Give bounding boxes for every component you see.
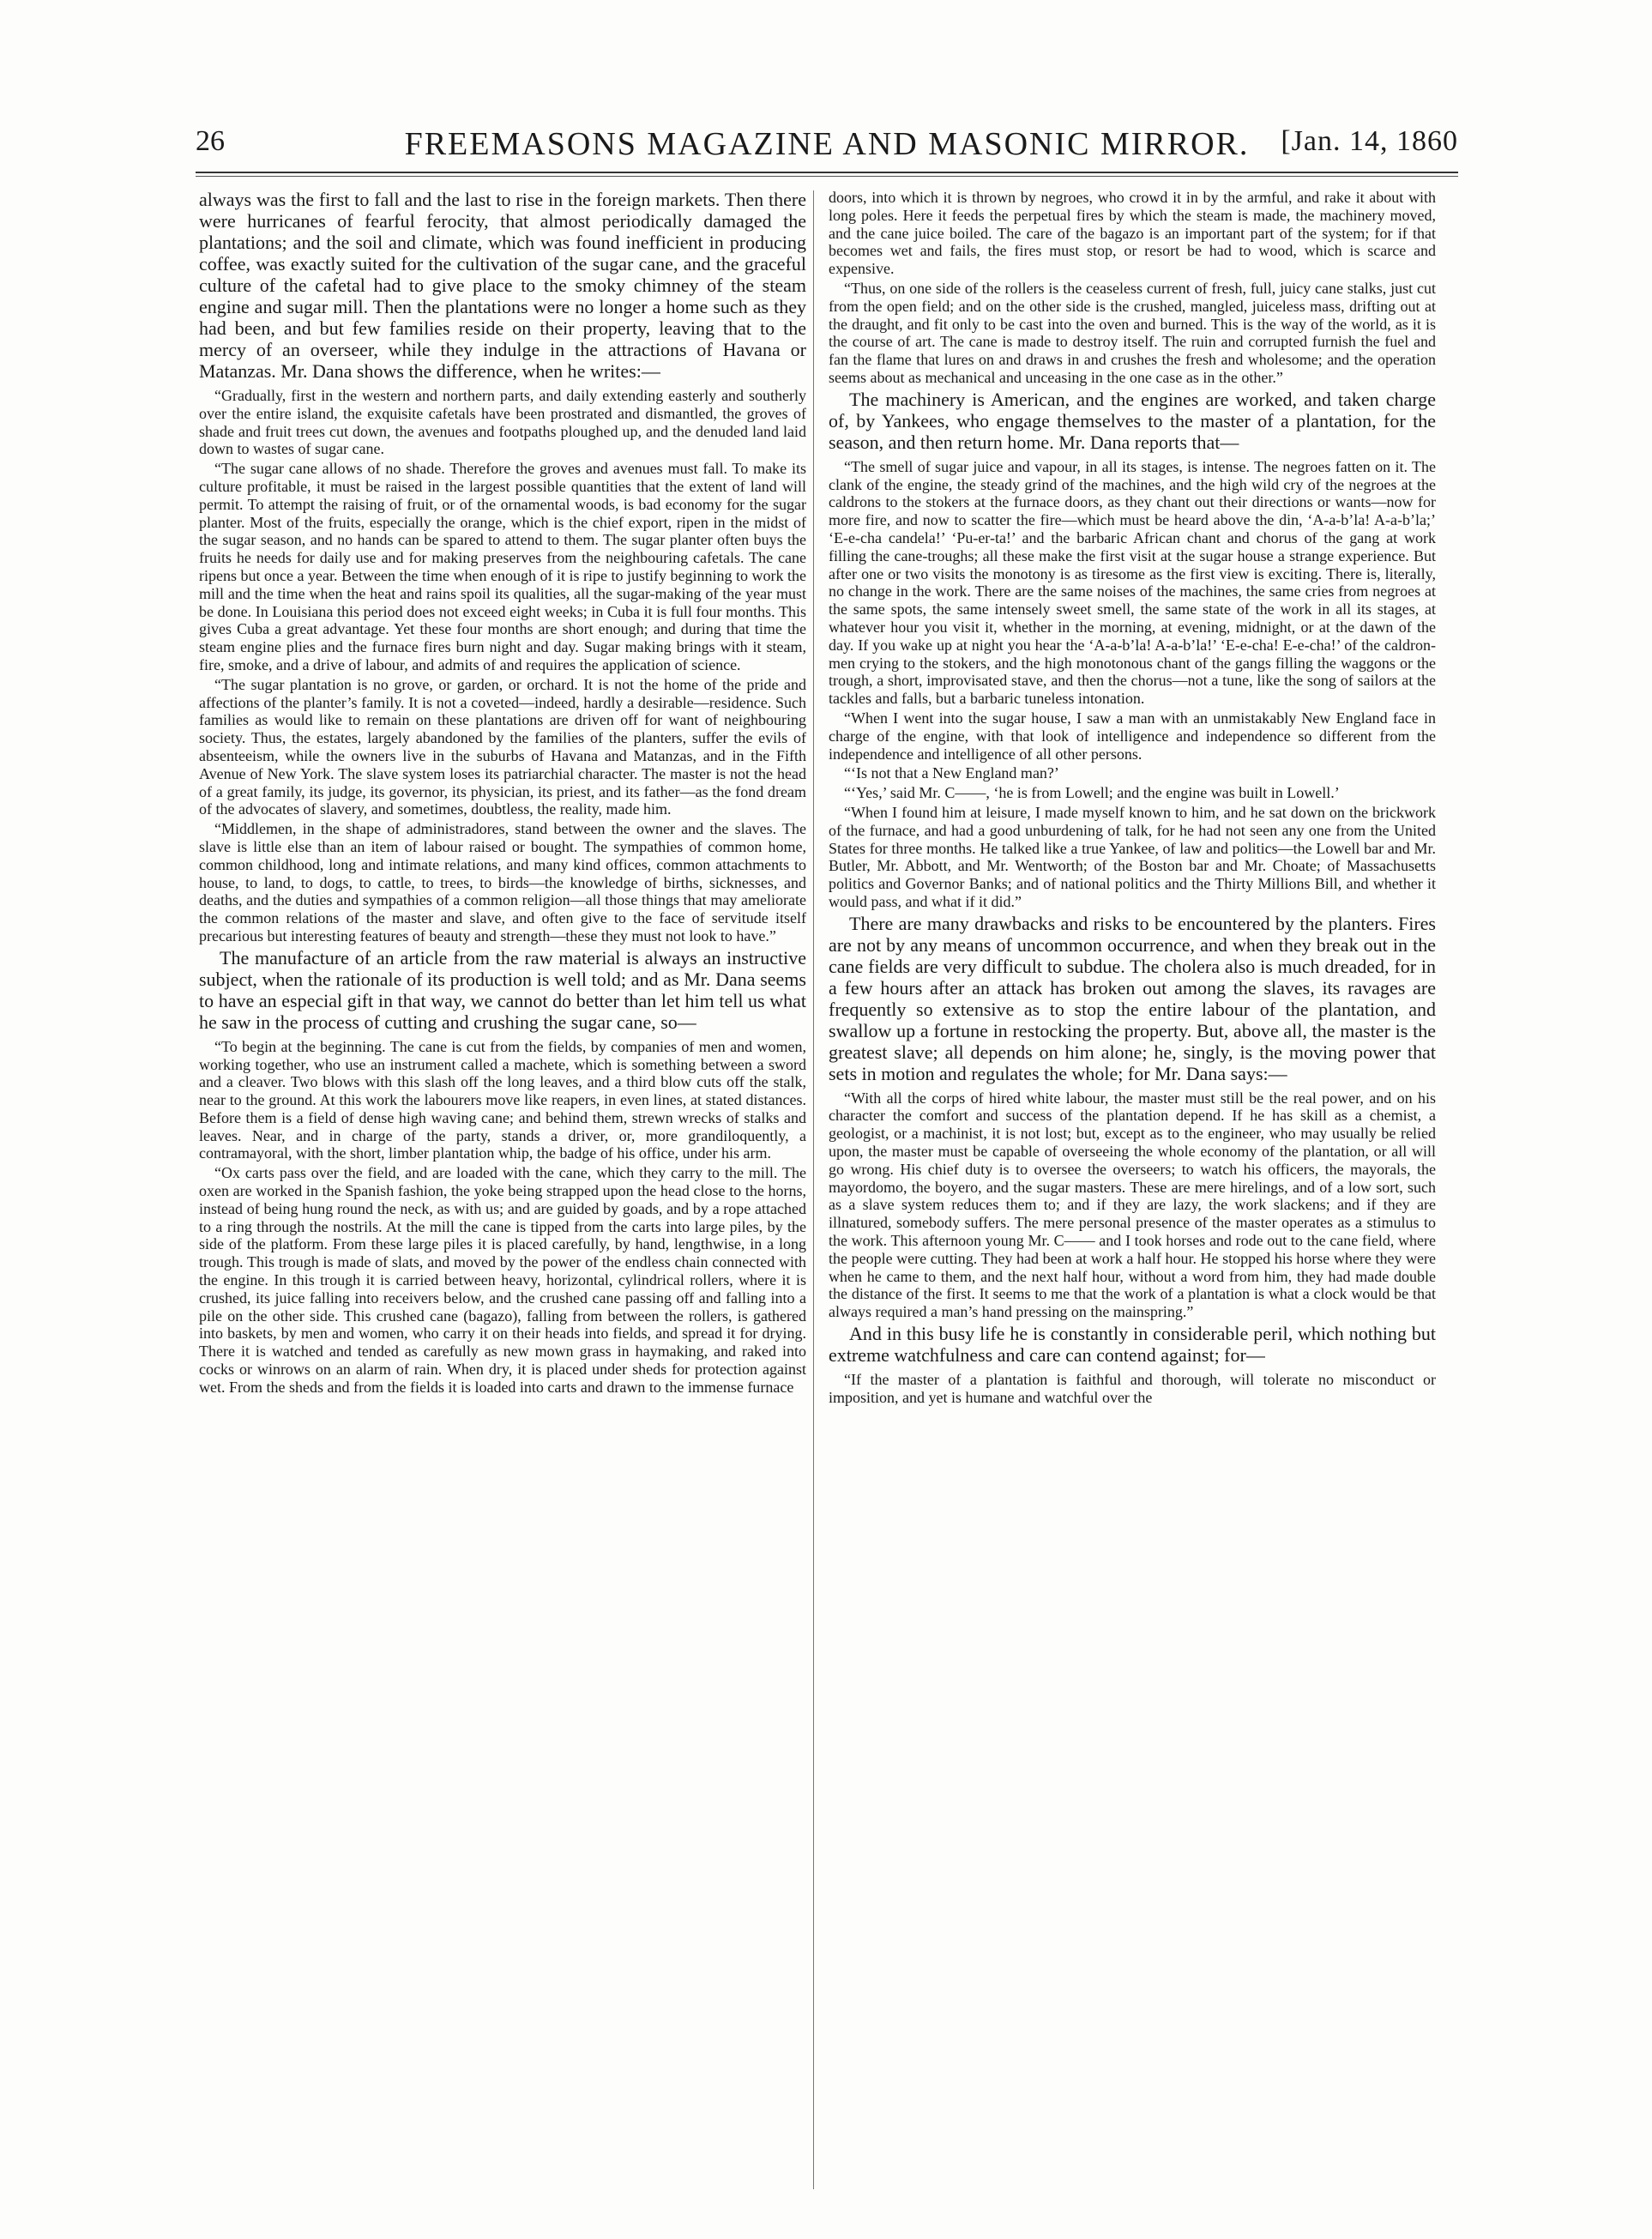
- quoted-paragraph: “When I found him at leisure, I made myself known to him, and he sat down on the brickwork of the furnace, and had a good unburdening of talk, for he had not seen any one from the United States for three months. He talked like a true Yankee, of law and politics—the Lowell bar and Mr. Butler, Mr. Abbott, and Mr. Wentworth; of the Boston bar and Mr. Choate; of Massachusetts politics and Governor Banks; and of national politics and the Thirty Millions Bill, and whether it would pass, and what if it did.”: [829, 803, 1436, 910]
- article-paragraph: And in this busy life he is constantly in considerable peril, which nothing but extreme watchfulness and care can contend against; for—: [829, 1323, 1436, 1367]
- article-paragraph: always was the first to fall and the last to rise in the foreign markets. Then there were hurricanes of fearful ferocity, that almost periodically damaged the plantations; and the soil and climate, which was found inefficient in producing coffee, was exactly suited for the cultivation of the sugar cane, and the graceful culture of the cafetal had to give place to the smoky chimney of the steam engine and sugar mill. Then the plantations were no longer a home such as they had been, and but few families reside on their property, leaving that to the mercy of an overseer, while they indulge in the attractions of Havana or Matanzas. Mr. Dana shows the difference, when he writes:—: [199, 189, 806, 382]
- quoted-paragraph: “The sugar cane allows of no shade. Therefore the groves and avenues must fall. To make its culture profitable, it must be raised in the largest possible quantities that the extent of land will permit. To attempt the raising of fruit, or of the ornamental woods, is bad economy for the sugar planter. Most of the fruits, especially the orange, which is the chief export, ripen in the midst of the sugar season, and no hands can be spared to attend to them. The sugar planter often buys the fruits he needs for daily use and for making preserves from the neighbouring cafetals. The cane ripens but once a year. Between the time when enough of it is ripe to justify beginning to work the mill and the time when the heat and rains spoil its qualities, all the sugar-making of the year must be done. In Louisiana this period does not exceed eight weeks; in Cuba it is full four months. This gives Cuba a great advantage. Yet these four months are short enough; and during that time the steam engine plies and the furnace fires burn night and day. Sugar making brings with it steam, fire, smoke, and a drive of labour, and admits of and requires the application of science.: [199, 460, 806, 673]
- quoted-paragraph: “When I went into the sugar house, I saw a man with an unmistakably New England face in charge of the engine, with that look of intelligence and independence so different from the independence and intelligence of all other persons.: [829, 709, 1436, 763]
- quoted-paragraph: “To begin at the beginning. The cane is cut from the fields, by companies of men and women, working together, who use an instrument called a machete, which is something between a sword and a cleaver. Two blows with this slash off the long leaves, and a third blow cuts off the stalk, near to the ground. At this work the labourers move like reapers, in even lines, at stated distances. Before them is a field of dense high waving cane; and behind them, strewn wrecks of stalks and leaves. Near, and in charge of the party, stands a driver, or, more grandiloquently, a contramayoral, with the short, limber plantation whip, the badge of his office, under his arm.: [199, 1037, 806, 1162]
- article-paragraph: The machinery is American, and the engines are worked, and taken charge of, by Yankees, who engage themselves to the master of a plantation, for the season, and then return home. Mr. Dana reports that—: [829, 388, 1436, 453]
- column-divider: [813, 190, 814, 2189]
- header-rule-thin: [196, 176, 1458, 177]
- header-rule: [196, 172, 1458, 173]
- article-paragraph: The manufacture of an article from the raw material is always an instructive subject, when the rationale of its production is well told; and as Mr. Dana seems to have an especial gift in that way, we cannot do better than let him tell us what he saw in the process of cutting and crushing the sugar cane, so—: [199, 946, 806, 1033]
- quoted-paragraph: “‘Is not that a New England man?’: [844, 764, 1059, 782]
- quoted-paragraph: “Middlemen, in the shape of administradores, stand between the owner and the slaves. The slave is little else than an item of labour raised or bought. The sympathies of common home, common childhood, long and intimate relations, and many kind offices, common attachments to house, to land, to dogs, to cattle, to trees, to birds—the knowledge of births, sicknesses, and deaths, and the duties and sympathies of a common religion—all those things that may ameliorate the common relations of the master and slave, and often give to the face of servitude itself precarious but interesting features of beauty and strength—these they must not look to have.”: [199, 820, 806, 944]
- quoted-paragraph: “Gradually, first in the western and northern parts, and daily extending easterly and southerly over the entire island, the exquisite cafetals have been prostrated and dismantled, the groves of shade and fruit trees cut down, the avenues and footpaths ploughed up, and the denuded land laid down to wastes of sugar cane.: [199, 387, 806, 458]
- quoted-paragraph: “Thus, on one side of the rollers is the ceaseless current of fresh, full, juicy cane stalks, just cut from the open field; and on the other side is the crushed, mangled, juiceless mass, drifting out at the draught, and fit only to be cast into the oven and burned. This is the way of the world, as it is the course of art. The cane is made to destroy itself. The ruin and corrupted furnish the fuel and fan the flame that lures on and draws in and crushes the fresh and wholesome; and the operation seems about as mechanical and unceasing in the one case as in the other.”: [829, 279, 1436, 386]
- page-number: 26: [196, 125, 225, 157]
- quoted-paragraph: “If the master of a plantation is faithful and thorough, will tolerate no misconduct or imposition, and yet is humane and watchful over the: [829, 1371, 1436, 1406]
- quoted-paragraph: “The sugar plantation is no grove, or garden, or orchard. It is not the home of the pride and affections of the planter’s family. It is not a coveted—indeed, hardly a desirable—residence. Such families as would like to remain on these plantations are driven off for want of neighbouring society. Thus, the estates, largely abandoned by the families of the planters, suffer the evils of absenteeism, while the owners live in the suburbs of Havana and Matanzas, and in the Fifth Avenue of New York. The slave system loses its patriarchial character. The master is not the head of a great family, its judge, its governor, its physician, its priest, and its father—as the fond dream of the advocates of slavery, and sometimes, doubtless, the reality, made him.: [199, 675, 806, 818]
- publication-title: FREEMASONS MAGAZINE AND MASONIC MIRROR.: [404, 126, 1250, 162]
- issue-date: [Jan. 14, 1860: [1281, 125, 1458, 157]
- quoted-paragraph: doors, into which it is thrown by negroes, who crowd it in by the armful, and rake it about with long poles. Here it feeds the perpetual fires by which the steam is made, the machinery moved, and the cane juice boiled. The care of the bagazo is an important part of the system; for if that becomes wet and fails, the fires must stop, or resort be had to wood, which is scarce and expensive.: [829, 189, 1436, 278]
- article-paragraph: There are many drawbacks and risks to be encountered by the planters. Fires are not by any means of uncommon occurrence, and when they break out in the cane fields are very difficult to subdue. The cholera also is much dreaded, for in a few hours after an attack has broken out among the slaves, its ravages are frequently so extensive as to stop the entire labour of the plantation, and swallow up a fortune in restocking the property. But, above all, the master is the greatest slave; all depends on him alone; he, singly, is the moving power that sets in motion and regulates the whole; for Mr. Dana says:—: [829, 912, 1436, 1084]
- left-column: [199, 189, 806, 2196]
- quoted-paragraph: “‘Yes,’ said Mr. C——, ‘he is from Lowell; and the engine was built in Lowell.’: [844, 784, 1340, 802]
- quoted-paragraph: “Ox carts pass over the field, and are loaded with the cane, which they carry to the mill. The oxen are worked in the Spanish fashion, the yoke being strapped upon the head close to the horns, instead of being hung round the neck, as with us; and are guided by goads, and by a rope attached to a ring through the nostrils. At the mill the cane is tipped from the carts into large piles, by the side of the platform. From these large piles it is placed carefully, by hand, lengthwise, in a long trough. This trough is made of slats, and moved by the power of the endless chain connected with the engine. In this trough it is carried between heavy, horizontal, cylindrical rollers, where it is crushed, its juice falling into receivers below, and the crushed cane passing off and falling into a pile on the other side. This crushed cane (bagazo), falling from between the rollers, is gathered into baskets, by men and women, who carry it on their heads into fields, and spread it for drying. There it is watched and tended as carefully as new mown grass in haymaking, and raked into cocks or winrows on an alarm of rain. When dry, it is placed under sheds for protection against wet. From the sheds and from the fields it is loaded into carts and drawn to the immense furnace: [199, 1164, 806, 1396]
- quoted-paragraph: “The smell of sugar juice and vapour, in all its stages, is intense. The negroes fatten on it. The clank of the engine, the steady grind of the machines, and the high wild cry of the negroes at the caldrons to the stokers at the furnace doors, as they chant out their directions or wants—now for more fire, and now to scatter the fire—which must be heard above the din, ‘A-a-b’la! A-a-b’la;’ ‘E-e-cha candela!’ ‘Pu-er-ta!’ and the barbaric African chant and chorus of the gang at work filling the cane-troughs; all these make the first visit at the sugar house a strange experience. But after one or two visits the monotony is as tiresome as the first view is exciting. There is, literally, no change in the work. There are the same noises of the machines, the same cries from negroes at the same spots, the same intensely sweet smell, the same state of the work in all its stages, at whatever hour you visit it, whether in the morning, at evening, midnight, or at the dawn of the day. If you wake up at night you hear the ‘A-a-b’la! A-a-b’la!’ ‘E-e-cha! E-e-cha!’ of the caldron-men crying to the stokers, and the high monotonous chant of the gangs filling the waggons or the trough, a short, improvisated stave, and then the chorus—not a tune, like the song of sailors at the tackles and falls, but a barbaric tuneless intonation.: [829, 457, 1436, 708]
- right-column: [829, 189, 1436, 2196]
- quoted-paragraph: “With all the corps of hired white labour, the master must still be the real power, and on his character the comfort and success of the plantation depend. If he has skill as a chemist, a geologist, or a machinist, it is not lost; but, except as to the engineer, who may usually be relied upon, the master must be capable of overseeing the whole economy of the plantation, or all will go wrong. His chief duty is to oversee the overseers; to watch his officers, the mayorals, the mayordomo, the boyero, and the sugar masters. These are mere hirelings, and of a low sort, such as a slave system reduces them to; and if they are lazy, the work slackens; and if they are illnatured, somebody suffers. The mere personal presence of the master operates as a stimulus to the work. This afternoon young Mr. C—— and I took horses and rode out to the cane field, where the people were cutting. They had been at work a half hour. He stopped his horse where they were when he came to them, and the next half hour, without a word from him, they had made double the distance of the first. It seems to me that the work of a plantation is what a clock would be that always required a man’s hand pressing on the mainspring.”: [829, 1089, 1436, 1321]
- page-header: [196, 125, 1458, 165]
